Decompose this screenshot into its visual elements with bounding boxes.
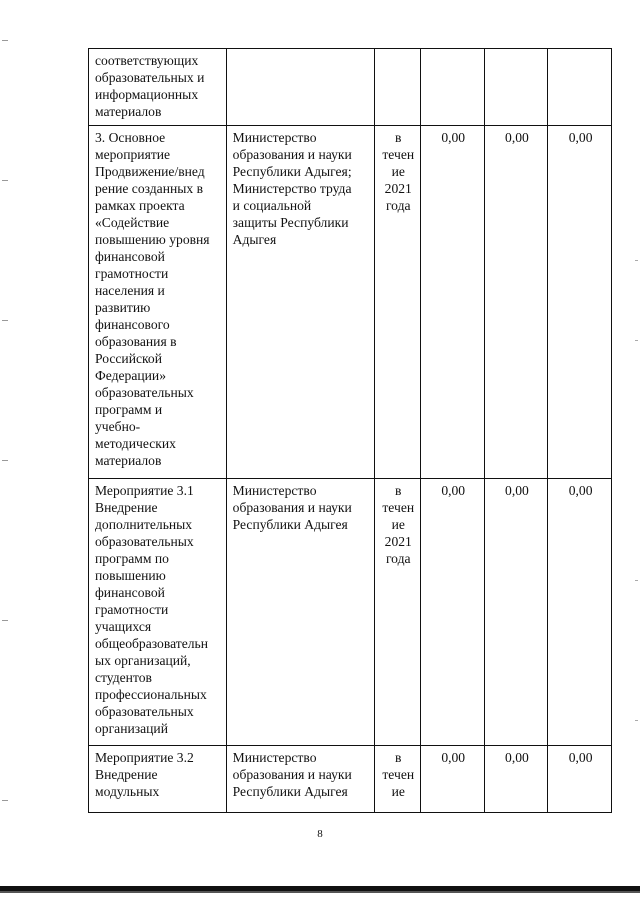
measure-name-cell [89, 746, 227, 813]
measure-name: Мероприятие 3.2 Внедрение модульных [95, 750, 194, 799]
value-cell-1 [420, 49, 484, 126]
value-1: 0,00 [441, 750, 466, 765]
term-cell [374, 479, 420, 746]
executor-cell [226, 49, 374, 126]
table-row [89, 49, 612, 126]
measure-name-cell [89, 126, 227, 479]
value-cell-3 [548, 746, 612, 813]
value-2: 0,00 [505, 750, 529, 765]
value-1: 0,00 [441, 483, 466, 498]
measures-table [88, 48, 612, 813]
executor: Министерство образования и науки Республики Адыгея [232, 750, 352, 799]
term-cell [374, 49, 420, 126]
measure-name-cell [89, 479, 227, 746]
term-cell [374, 126, 420, 479]
scan-edge-marks-right [630, 20, 640, 840]
value-3: 0,00 [568, 483, 593, 498]
measure-name-cell [89, 49, 227, 126]
term-cell [374, 746, 420, 813]
value-cell-3 [548, 49, 612, 126]
table-row [89, 746, 612, 813]
value-3: 0,00 [568, 750, 593, 765]
term: в течен ие 2021 года [382, 130, 415, 213]
value-cell-3 [548, 126, 612, 479]
value-2: 0,00 [505, 130, 529, 145]
value-cell-2 [484, 479, 548, 746]
value-cell-3 [548, 479, 612, 746]
executor-cell [226, 479, 374, 746]
value-cell-1 [420, 126, 484, 479]
scan-border-shadow [0, 891, 640, 893]
term: в течен ие [382, 750, 415, 799]
value-cell-2 [484, 49, 548, 126]
value-cell-2 [484, 746, 548, 813]
value-cell-2 [484, 126, 548, 479]
value-cell-1 [420, 479, 484, 746]
scan-edge-marks-left [0, 20, 10, 840]
table-row [89, 126, 612, 479]
value-2: 0,00 [505, 483, 529, 498]
executor: Министерство образования и науки Республики Адыгея; Министерство труда и социальной защиты Республики Адыгея [232, 130, 352, 247]
measure-name: соответствующих образовательных и информационных материалов [95, 53, 205, 119]
executor: Министерство образования и науки Республики Адыгея [232, 483, 352, 532]
value-cell-1 [420, 746, 484, 813]
executor-cell [226, 126, 374, 479]
measure-name: 3. Основное мероприятие Продвижение/внед рение созданных в рамках проекта «Содействие повышению уровня финансовой грамотности населения и развитию финансового образования в Российской Федерации» образовательных программ и учебно- методических материалов [95, 130, 210, 468]
value-1: 0,00 [441, 130, 466, 145]
page-number: 8 [317, 828, 323, 840]
measure-name: Мероприятие 3.1 Внедрение дополнительных образовательных программ по повышению финансовой грамотности учащихся общеобразовательн ых организаций, студентов профессиональных образовательных организаций [95, 483, 208, 736]
table-row [89, 479, 612, 746]
term: в течен ие 2021 года [382, 483, 415, 566]
value-3: 0,00 [568, 130, 593, 145]
executor-cell [226, 746, 374, 813]
